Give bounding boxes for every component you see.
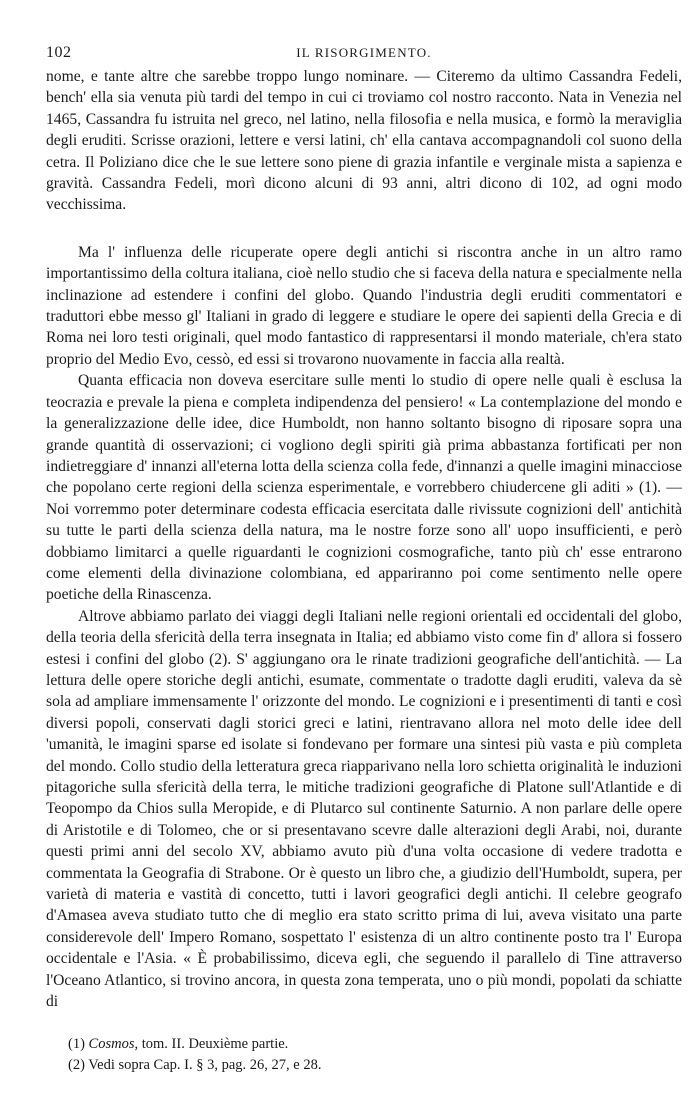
footnotes xyxy=(46,1034,682,1076)
running-title: IL RISORGIMENTO. xyxy=(296,45,432,60)
footnote-text: Vedi sopra Cap. I. § 3, pag. 26, 27, e 28. xyxy=(88,1057,322,1074)
page-number: 102 xyxy=(46,44,72,61)
paragraph-travels: Altrove abbiamo parlato dei viaggi degli Italiani nelle regioni orientali ed occidentali del globo, della teoria della sfericità della terra insegnata in Italia; ed abbiamo visto come fin d' allora si fossero estesi i confini del globo (2). S' aggiungano ora le rinate tradizioni geografiche dell'antichità. — La lettura delle opere storiche degli antichi, esumate, commentate o tradotte dagli eruditi, valeva da sè sola ad ampliare immensamente l' orizzonte del mondo. Le cognizioni e i presentimenti di tanti e così diversi popoli, conservati dagli storici greci e latini, rientravano allora nel moto delle idee dell 'umanità, le imagini sparse ed isolate si fondevano per formare una sintesi più vasta e più completa del mondo. Collo studio della letteratura greca riapparivano nella loro schietta originalità le induzioni pitagoriche sulla sfericità della terra, le mitiche tradizioni geografiche di Platone sull'Atlantide e di Teopompo da Chios sulla Meropide, e di Plutarco sul continente Saturnio. A non parlare delle opere di Aristotile e di Tolomeo, che or si presentavano scevre dalle alterazioni degli Arabi, noi, durante questi primi anni del secolo XV, abbiamo avuto più d'una volta occasione di vedere tradotta e commentata la Geografia di Strabone. Or è questo un libro che, a giudizio dell'Humboldt, supera, per varietà di materia e vastità di concetto, tutti i lavori geografici degli antichi. Il celebre geografo d'Amasea aveva studiato tutto che di meglio era stato scritto prima di lui, aveva visitato una parte considerevole dell' Impero Romano, sospettato l' esistenza di un altro continente posto tra l' Europa occidentale e l'Asia. « È probabilissimo, diceva egli, che seguendo il parallelo di Tine attraverso l'Oceano Atlantico, si trovino ancora, in questa zona temperata, uno o più mondi, popolati da schiatte di xyxy=(46,607,682,1011)
paragraph-influence: Ma l' influenza delle ricuperate opere degli antichi si riscontra anche in un altro ramo importantissimo della coltura italiana, cioè nello studio che si faceva della natura e specialmente nella inclinazione ad estendere i confini del globo. Quando l'industria degli eruditi commentatori e traduttori ebbe messo gl' Italiani in grado di leggere e studiare le opere dei sapienti della Grecia e di Roma nei loro testi originali, quel modo fantastico di rappresentarsi il mondo materiale, ch'era stato proprio del Medio Evo, cessò, ed essi si trovarono nuovamente in faccia alla realtà. xyxy=(46,243,682,368)
footnote-marker: (2) xyxy=(68,1057,85,1074)
body-text xyxy=(46,66,682,1012)
paragraph-efficacy: Quanta efficacia non doveva esercitare sulle menti lo studio di opere nelle quali è esclusa la teocrazia e prevale la piena e completa indipendenza del pensiero! « La contemplazione del mondo e la generalizzazione delle idee, dice Humboldt, non hanno soltanto bisogno di riposare sopra una grande quantità di osservazioni; ci vogliono degli spiriti già prima abbastanza fortificati per non indietreggiare d' innanzi all'eterna lotta della scienza colla fede, d'innanzi a quelle imagini minacciose che popolano certe regioni della scienza esperimentale, e vorrebbero chiudercene gli aditi » (1). — Noi vorremmo poter determinare codesta efficacia esercitata dalle rivissute cognizioni dell' antichità su tutte le parti della scienza della natura, ma le nostre forze sono all' uopo insufficienti, e però dobbiamo limitarci a quelle riguardanti le cognizioni cosmografiche, tanto più ch' esse entrarono come elementi della divinazione colombiana, ed appariranno poi come sentimento nelle opere poetiche della Rinascenza. xyxy=(46,372,682,604)
footnote-text: , tom. II. Deuxième partie. xyxy=(134,1036,289,1053)
footnote-title: Cosmos xyxy=(88,1036,135,1053)
running-head xyxy=(46,44,682,66)
footnote xyxy=(46,1055,682,1076)
book-page xyxy=(46,44,682,1076)
paragraph-continuation: nome, e tante altre che sarebbe troppo lungo nominare. — Citeremo da ultimo Cassandra Fedeli, bench' ella sia venuta più tardi del tempo in cui ci troviamo col nostro racconto. Nata in Venezia nel 1465, Cassandra fu istruita nel greco, nel latino, nella filosofia e nella musica, e formò la meraviglia degli eruditi. Scrisse orazioni, lettere e versi latini, ch' ella cantava accompagnandoli col suono della cetra. Il Poliziano dice che le sue lettere sono piene di grazia infantile e verginale mista a sapienza e gravità. Cassandra Fedeli, morì dicono alcuni di 93 anni, altri dicono di 102, ad ogni modo vecchissima. xyxy=(46,68,682,214)
footnote xyxy=(46,1034,682,1055)
section-gap xyxy=(46,216,682,242)
footnote-marker: (1) xyxy=(68,1036,85,1053)
